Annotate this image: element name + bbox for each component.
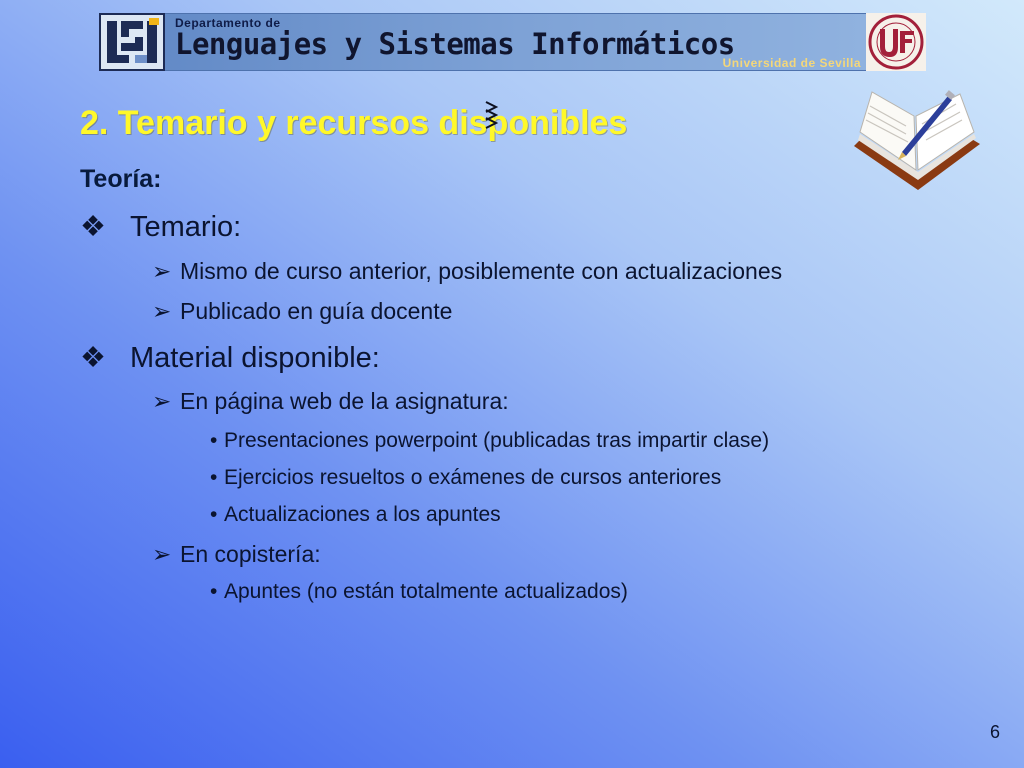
dot-bullet-icon: • bbox=[210, 503, 218, 526]
bullet-item-l3: • Actualizaciones a los apuntes bbox=[210, 503, 501, 526]
header-banner bbox=[99, 13, 867, 71]
dot-bullet-icon: • bbox=[210, 466, 218, 489]
diamond-bullet-icon: ❖ bbox=[80, 342, 106, 374]
cursor-icon bbox=[484, 100, 500, 135]
bullet-item-l2: ➢ Publicado en guía docente bbox=[152, 298, 453, 324]
arrow-bullet-icon: ➢ bbox=[152, 388, 172, 414]
arrow-bullet-icon: ➢ bbox=[152, 258, 172, 284]
bullet-item-l1: ❖ Material disponible: bbox=[80, 342, 380, 374]
bullet-item-l1: ❖ Temario: bbox=[80, 211, 242, 243]
bullet-item-l3: • Presentaciones powerpoint (publicadas tras impartir clase) bbox=[210, 429, 770, 452]
bullet-item-l3: • Ejercicios resueltos o exámenes de cursos anteriores bbox=[210, 466, 722, 489]
arrow-bullet-icon: ➢ bbox=[152, 298, 172, 324]
university-label: Universidad de Sevilla bbox=[722, 56, 861, 70]
bullet-item-l2: ➢ Mismo de curso anterior, posiblemente con actualizaciones bbox=[152, 258, 783, 284]
dot-bullet-icon: • bbox=[210, 429, 218, 452]
lsi-logo bbox=[99, 13, 165, 71]
slide-title: 2. Temario y recursos disponibles bbox=[80, 104, 628, 142]
page-number: 6 bbox=[989, 722, 1000, 742]
diamond-bullet-icon: ❖ bbox=[80, 211, 106, 243]
dot-bullet-icon: • bbox=[210, 580, 218, 603]
department-label: Departamento de bbox=[175, 16, 281, 30]
section-heading: Teoría: bbox=[80, 165, 162, 193]
bullet-item-l3: • Apuntes (no están totalmente actualizados) bbox=[210, 580, 628, 603]
bullet-item-l2: ➢ En copistería: bbox=[152, 541, 321, 567]
arrow-bullet-icon: ➢ bbox=[152, 541, 172, 567]
department-name: Lenguajes y Sistemas Informáticos bbox=[175, 27, 735, 61]
university-seal bbox=[866, 13, 926, 71]
book-icon bbox=[848, 86, 986, 199]
bullet-item-l2: ➢ En página web de la asignatura: bbox=[152, 388, 509, 414]
